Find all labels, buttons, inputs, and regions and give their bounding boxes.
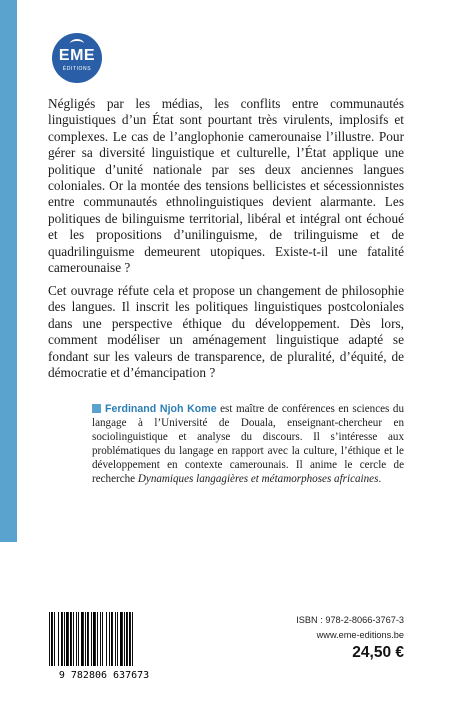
barcode-bar: [93, 612, 96, 666]
barcode: [45, 612, 163, 680]
research-circle-title: Dynamiques langagières et métamorphoses africaines: [137, 472, 379, 485]
barcode-bar: [73, 612, 74, 666]
barcode-bar: [100, 612, 101, 666]
barcode-bar: [54, 612, 55, 666]
logo-subtitle: ÉDITIONS: [62, 66, 92, 72]
barcode-bar: [49, 612, 50, 666]
barcode-bar: [85, 612, 86, 666]
price: 24,50 €: [352, 644, 404, 661]
cover-side-band: [0, 0, 17, 542]
blurb-paragraph-2: Cet ouvrage réfute cela et propose un changement de philosophie des langues. Il inscrit les politiques linguistiques postcoloniales dans une perspective éthique du développement. Dès lors, comment modéliser un aménagement linguistique adapté se fondant sur les valeurs de transparence, de pluralité, d’équité, de démocratie et d’émancipation ?: [48, 283, 404, 381]
square-bullet-icon: [92, 404, 101, 413]
barcode-bar: [117, 612, 118, 666]
barcode-bar: [76, 612, 77, 666]
barcode-digits: 9 782806 637673: [58, 670, 150, 680]
author-bio-text: est maître de conférences en sciences du langage à l’Université de Douala, enseignant-chercheur en sociolinguistique et analyse du discours. Il s’intéresse aux problématiques du langage en rapport avec la culture, l’éthique et le développement en contexte camerounais. Il anime le cercle de recherche: [92, 403, 404, 485]
author-bio: [92, 403, 404, 486]
barcode-bar: [102, 612, 103, 666]
barcode-bar: [78, 612, 79, 666]
barcode-bar: [87, 612, 89, 666]
barcode-bar: [109, 612, 110, 666]
barcode-bar: [106, 612, 107, 666]
author-bio-end: .: [378, 472, 382, 485]
logo-mark: EME: [58, 47, 96, 64]
barcode-bar: [124, 612, 125, 666]
publisher-logo: [52, 33, 102, 83]
barcode-bar: [91, 612, 92, 666]
barcode-bar: [115, 612, 116, 666]
barcode-bar: [70, 612, 72, 666]
barcode-bar: [111, 612, 113, 666]
barcode-bar: [120, 612, 123, 666]
barcode-bar: [97, 612, 98, 666]
barcode-bar: [66, 612, 69, 666]
barcode-bar: [51, 612, 53, 666]
barcode-bar: [129, 612, 131, 666]
barcode-bar: [132, 612, 133, 666]
publisher-website: www.eme-editions.be: [316, 630, 404, 640]
barcode-bar: [81, 612, 84, 666]
barcode-bar: [64, 612, 65, 666]
barcode-bar: [126, 612, 128, 666]
barcode-bar: [58, 612, 59, 666]
blurb-paragraph-1: Négligés par les médias, les conflits entre communautés linguistiques d’un État sont pourtant très virulents, implosifs et complexes. Le cas de l’anglophonie camerounaise l’illustre. Pour gérer sa diversité linguistique et culturelle, l’État applique une politique d’unité nationale par ses deux anciennes langues coloniales. Or la montée des tensions bellicistes et sécessionnistes entre communautés ethnolinguistiques devient alarmante. Les politiques de bilinguisme territorial, libéral et intégral ont échoué et les propositions d’unilinguisme, de trilinguisme et de quadrilinguisme demeurent utopiques. Existe-t-il une fatalité camerounaise ?: [48, 96, 404, 276]
isbn: ISBN : 978-2-8066-3767-3: [296, 615, 404, 625]
barcode-bar: [61, 612, 63, 666]
author-name: Ferdinand Njoh Kome: [105, 403, 217, 415]
